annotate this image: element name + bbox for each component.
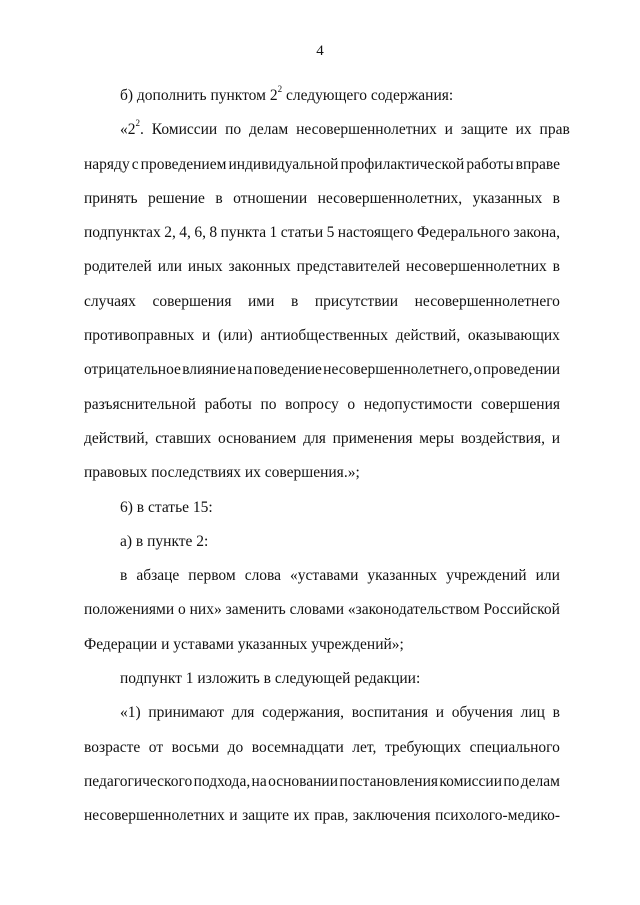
- word: от: [148, 738, 164, 756]
- word: законных: [228, 258, 291, 276]
- word: Федерального: [416, 224, 511, 242]
- word: на: [237, 361, 253, 379]
- word: и: [202, 327, 211, 345]
- word: 5: [326, 224, 335, 242]
- word: закона,: [513, 224, 560, 242]
- word: или: [157, 258, 183, 276]
- word: абзаце: [136, 567, 180, 585]
- paragraph-line: [84, 422, 560, 456]
- word: специального: [469, 738, 560, 756]
- word: несовершеннолетнего: [414, 292, 560, 310]
- word: наряду: [84, 155, 130, 173]
- word: на: [251, 772, 267, 790]
- paragraph-line: [84, 765, 560, 799]
- word: учреждений: [446, 567, 527, 585]
- word: несовершеннолетних,: [317, 189, 463, 207]
- word: действий,: [395, 327, 461, 345]
- word: антиобщественных: [260, 327, 388, 345]
- paragraph-line: [84, 353, 560, 387]
- word: влияние: [182, 361, 236, 379]
- word: воспитания: [351, 704, 429, 722]
- paragraph-line: [84, 113, 570, 147]
- word: несовершеннолетнего,: [323, 361, 473, 379]
- word: для: [303, 429, 326, 447]
- word: в: [552, 704, 560, 722]
- word: работы: [204, 395, 252, 413]
- text-run: б) дополнить пунктом 2: [120, 87, 278, 104]
- word: иных: [187, 258, 223, 276]
- word: «уставами: [290, 567, 359, 585]
- word: по: [260, 395, 277, 413]
- word: педагогического: [84, 772, 193, 790]
- word: постановления: [339, 772, 439, 790]
- word: присутствии: [314, 292, 399, 310]
- word: вправе: [515, 155, 560, 173]
- word: отношении: [233, 189, 308, 207]
- word: оказывающих: [467, 327, 560, 345]
- word: слова: [244, 567, 282, 585]
- word: проведением: [140, 155, 227, 173]
- word: подхода,: [193, 772, 251, 790]
- word: «законодательством: [347, 601, 480, 619]
- word: ставших: [155, 429, 212, 447]
- word: восемнадцати: [251, 738, 344, 756]
- word: о: [178, 601, 186, 619]
- text-run: . Комиссии по делам несовершеннолетних и защите их прав: [140, 121, 570, 139]
- word: работы: [466, 155, 514, 173]
- word: указанных: [367, 567, 438, 585]
- word: разъяснительной: [84, 395, 196, 413]
- word: восьми: [171, 738, 220, 756]
- word: первом: [188, 567, 236, 585]
- word: меры: [419, 429, 455, 447]
- word: обучения: [451, 704, 513, 722]
- word: статьи: [280, 224, 324, 242]
- paragraph-line: [84, 593, 560, 627]
- paragraph-line: [84, 216, 560, 250]
- paragraph-line: [84, 148, 560, 182]
- word: или: [535, 567, 560, 585]
- paragraph-line: [84, 285, 560, 319]
- word: в: [120, 567, 128, 585]
- word: недопустимости: [363, 395, 473, 413]
- word: лет,: [352, 738, 377, 756]
- word: 1: [269, 224, 278, 242]
- word: содержания,: [262, 704, 345, 722]
- superscript: 2: [277, 83, 283, 94]
- word: их: [293, 807, 310, 825]
- word: прав,: [314, 807, 349, 825]
- word: в: [290, 292, 299, 310]
- paragraph-line: [84, 696, 560, 730]
- word: о: [473, 361, 482, 379]
- word: указанных: [472, 189, 543, 207]
- word: комиссии: [439, 772, 503, 790]
- word: 8: [209, 224, 218, 242]
- word: требующих: [384, 738, 462, 756]
- paragraph-line: [84, 79, 560, 113]
- word: несовершеннолетних: [406, 258, 547, 276]
- word: Российской: [483, 601, 560, 619]
- word: применения: [332, 429, 413, 447]
- superscript: 2: [135, 118, 140, 129]
- text-run: «2: [120, 121, 136, 139]
- paragraph-line: [84, 559, 560, 593]
- word: представителей: [296, 258, 401, 276]
- word: индивидуальной: [228, 155, 339, 173]
- word: «1): [120, 704, 141, 722]
- word: делам: [520, 772, 560, 790]
- word: решение: [148, 189, 205, 207]
- word: подпунктах: [84, 224, 161, 242]
- word: противоправных: [84, 327, 195, 345]
- word: совершения: [480, 395, 560, 413]
- word: пункта: [220, 224, 267, 242]
- word: поведение: [253, 361, 322, 379]
- word: 2,: [164, 224, 176, 242]
- word: и: [229, 807, 238, 825]
- paragraph-line: [84, 250, 560, 284]
- paragraph-line: Федерации и уставами указанных учреждений»;: [84, 635, 404, 653]
- word: с: [131, 155, 139, 173]
- word: 4,: [179, 224, 191, 242]
- word: словами: [289, 601, 345, 619]
- word: возрасте: [84, 738, 141, 756]
- word: настоящего: [337, 224, 414, 242]
- word: психолого-медико-: [435, 807, 560, 825]
- word: них»: [189, 601, 222, 619]
- word: принять: [84, 189, 138, 207]
- word: для: [231, 704, 255, 722]
- word: (или): [218, 327, 253, 345]
- word: профилактической: [340, 155, 465, 173]
- paragraph-line: [84, 182, 560, 216]
- word: ими: [248, 292, 275, 310]
- word: несовершеннолетних: [84, 807, 225, 825]
- paragraph-line: [84, 799, 560, 833]
- word: 6,: [194, 224, 206, 242]
- word: в: [552, 258, 560, 276]
- word: до: [227, 738, 244, 756]
- word: вопросу: [285, 395, 339, 413]
- word: отрицательное: [84, 361, 181, 379]
- word: заменить: [225, 601, 286, 619]
- paragraph-line: [84, 319, 560, 353]
- word: действий,: [84, 429, 149, 447]
- word: и: [435, 704, 445, 722]
- paragraph-line: а) в пункте 2:: [120, 532, 209, 550]
- word: принимают: [148, 704, 225, 722]
- word: и: [551, 429, 560, 447]
- paragraph-line: 6) в статье 15:: [120, 498, 213, 516]
- word: в: [552, 189, 560, 207]
- word: основанием: [218, 429, 297, 447]
- word: положениями: [84, 601, 175, 619]
- document-body: [84, 79, 570, 834]
- page-number: 4: [316, 43, 324, 59]
- paragraph-line: [84, 731, 560, 765]
- word: совершения: [152, 292, 232, 310]
- word: воздействия,: [460, 429, 545, 447]
- paragraph-line: подпункт 1 изложить в следующей редакции:: [120, 670, 421, 688]
- word: случаях: [84, 292, 136, 310]
- text-run: следующего содержания:: [282, 87, 454, 104]
- word: заключения: [352, 807, 431, 825]
- paragraph-line: [84, 388, 560, 422]
- word: в: [215, 189, 223, 207]
- word: по: [503, 772, 520, 790]
- word: основании: [268, 772, 339, 790]
- word: проведении: [482, 361, 560, 379]
- word: родителей: [84, 258, 152, 276]
- paragraph-line: правовых последствиях их совершения.»;: [84, 464, 360, 482]
- word: защите: [242, 807, 290, 825]
- word: лиц: [520, 704, 545, 722]
- word: о: [347, 395, 356, 413]
